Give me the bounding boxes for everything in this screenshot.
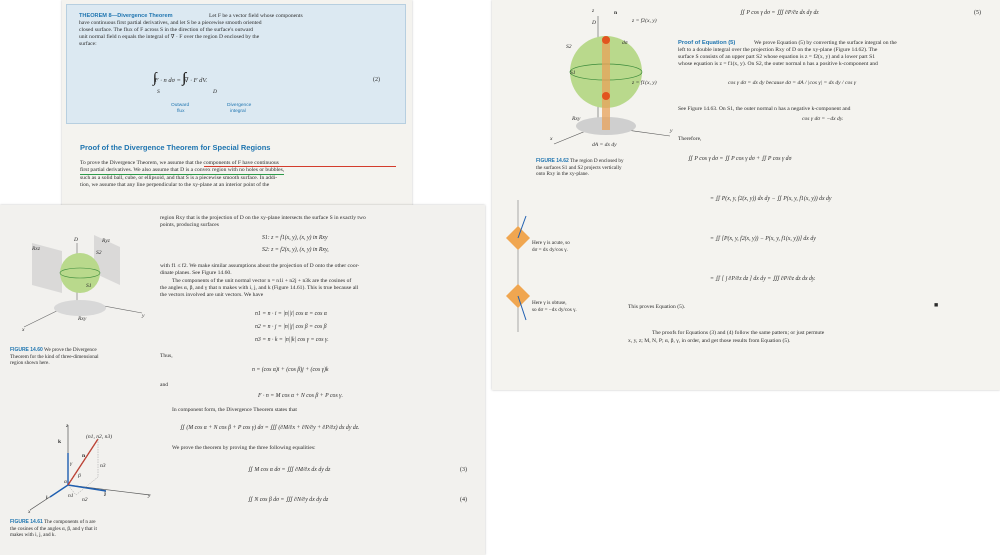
fig62-label: n	[614, 10, 618, 16]
note-line: so dσ = −dx dy/cos γ.	[532, 306, 577, 313]
therefore: Therefore,	[678, 136, 702, 142]
theorem-line: Let F be a vector field whose components	[209, 13, 303, 19]
fig62-caption-line: the surfaces S1 and S2 projects vertically	[536, 164, 622, 171]
fig60-label: Ryz	[102, 238, 110, 244]
body-line: tion, we assume that any line perpendicular to the xy-plane at an interior point of the	[80, 182, 270, 188]
proof-line: left to a double integral over the projection Rxy of D on the xy-plane (Figure 14.62). The	[678, 47, 878, 53]
fig61-label: γ	[70, 461, 73, 467]
fig60-label: x	[22, 327, 25, 333]
prove-line: We prove the theorem by proving the three following equalities:	[172, 445, 316, 451]
equation-3-number: (3)	[460, 467, 467, 473]
see-line-eq: cos γ dσ = −dx dy.	[802, 116, 844, 122]
fig60-label: S2	[96, 250, 102, 256]
fig62-label: z = f1(x, y)	[632, 80, 657, 86]
j-vector	[68, 485, 106, 491]
divergence-component-form: ∬ (M cos α + N cos β + P cos γ) dσ = ∭ (∂M/∂x + ∂N/∂y + ∂P/∂z) dx dy dz.	[180, 425, 360, 431]
equation-4: ∬ N cos β dσ = ∭ ∂N/∂y dx dy dz	[248, 497, 329, 503]
red-underline	[204, 166, 396, 167]
fig62-caption-line: onto Rxy in the xy-plane.	[536, 171, 589, 177]
fig60-label: y	[142, 313, 145, 319]
formula-left: F · n dσ	[154, 77, 175, 84]
formula-right: ∇ · F dV.	[184, 77, 208, 84]
equation-3: ∬ M cos α dσ = ∭ ∂M/∂x dx dy dz	[248, 467, 331, 473]
formula-sub-d: D	[213, 89, 218, 95]
fig62-label: Rxy	[572, 116, 581, 122]
fig60-label: Rxy	[78, 316, 87, 322]
proof-head: Proof of Equation (5)	[678, 40, 736, 46]
fig62-label: x	[550, 136, 553, 142]
fig62-label: dA = dx dy	[592, 142, 617, 148]
fig61-label: y	[148, 493, 151, 499]
body-line: with f1 ≤ f2. We make similar assumptions about the projection of D onto the other coor-	[160, 263, 360, 269]
proves-line: This proves Equation (5).	[628, 304, 686, 310]
fig61-label: n	[82, 453, 86, 459]
n1-eq: n1 = n · i = |n||i| cos α = cos α	[255, 311, 327, 317]
derivation-step-3: = ∬ [P(x, y, f2(x, y)) − P(x, y, f1(x, y))] dx dy	[710, 236, 816, 242]
derivation-step-4: = ∬ [ ∫ ∂P/∂z dz ] dx dy = ∭ ∂P/∂z dz dx dy.	[710, 276, 816, 282]
fig62-label: S2	[566, 44, 572, 50]
lower-patch	[602, 92, 610, 100]
theorem-box	[66, 4, 406, 124]
n3-eq: n3 = n · k = |n||k| cos γ = cos γ.	[255, 337, 329, 343]
fig60-caption-line: We prove the Divergence	[44, 347, 97, 353]
fig61-label: n3	[100, 463, 106, 469]
note-line: dσ = dx dy/cos γ.	[532, 246, 568, 253]
column-da	[602, 38, 610, 130]
derivation-step-1: ∬ P cos γ dσ = ∬ P cos γ dσ + ∬ P cos γ dσ	[688, 156, 792, 162]
fig61-label: z	[66, 423, 69, 429]
page-proof-eq5	[492, 0, 1000, 390]
figure-14-62	[532, 8, 672, 148]
body-line: The components of the unit normal vector n = n1i + n2j + n3k are the cosines of	[172, 278, 352, 284]
body-line: To prove the Divergence Theorem, we assume that the components of F have continuous	[80, 160, 279, 166]
fig60-label: S1	[86, 283, 92, 289]
body-line-highlighted: first partial derivatives. We also assume that D is a convex region with no holes or bubbles,	[80, 167, 285, 173]
fig60-caption-label: FIGURE 14.60	[10, 347, 43, 353]
body-line: dinate planes. See Figure 14.60.	[160, 270, 232, 276]
figure-14-61	[10, 415, 160, 525]
label-flux: flux	[177, 109, 185, 114]
theorem-line: unit normal field n equals the integral of ∇ · F over the region D enclosed by the	[79, 34, 260, 40]
note-line: Here γ is obtuse,	[532, 300, 567, 306]
closing-line: x, y, z; M, N, P; α, β, γ, in order, and get those results from Equation (5).	[628, 338, 791, 344]
fig60-caption-line: Theorem for the kind of three-dimensional	[10, 353, 99, 360]
region-d-sphere	[60, 253, 100, 293]
theorem-formula: F · n dσ = ∇ · F dV.	[154, 77, 208, 84]
section-title: Proof of the Divergence Theorem for Special Regions	[80, 143, 271, 152]
fig62-label: y	[670, 128, 673, 134]
derivation-step-2: = ∬ P(x, y, f2(x, y)) dx dy − ∬ P(x, y, f1(x, y)) dx dy	[710, 196, 832, 202]
fig61-caption-label: FIGURE 14.61	[10, 519, 43, 525]
proof-line: We prove Equation (5) by converting the surface integral on the	[754, 40, 897, 46]
page-theorem	[62, 0, 412, 210]
figure-14-63	[496, 196, 556, 336]
body-line: the angles α, β, and γ that n makes with i, j, and k (Figure 14.61). This is true because all	[160, 285, 359, 291]
theorem-line: closed surface. The flux of F across S in the direction of the surface's outward	[79, 27, 254, 33]
page-proof-setup	[0, 205, 485, 555]
fig63-note-acute	[532, 240, 570, 253]
cos-gamma-eq: cos γ dσ = dx dy because dσ = dA / |cos γ| = dx dy / cos γ	[728, 80, 857, 86]
formula-number: (2)	[373, 77, 380, 83]
equation-4-number: (4)	[460, 497, 467, 503]
label-divergence: Divergence	[227, 103, 252, 108]
fig62-caption-line: The region D enclosed by	[570, 158, 624, 164]
surface-s1: S1: z = f1(x, y), (x, y) in Rxy	[262, 235, 328, 241]
fig62-label: z	[592, 8, 595, 14]
n-eq: n = (cos α)i + (cos β)j + (cos γ)k	[252, 367, 329, 373]
equation-5: ∬ P cos γ dσ = ∭ ∂P/∂z dx dy dz	[740, 10, 819, 16]
proof-line: whose equation is z = f1(x, y). On S2, the outer normal n has a positive k-component and	[678, 61, 878, 67]
fig61-label: i	[46, 495, 48, 501]
closing-line: The proofs for Equations (3) and (4) follow the same pattern; or just permute	[652, 330, 825, 336]
fig62-label: dσ	[622, 40, 628, 46]
theorem-line: surface:	[79, 41, 97, 47]
fig61-label: x	[28, 509, 31, 515]
fig62-label: S1	[570, 70, 576, 76]
fig61-label: α	[64, 479, 67, 485]
fig62-label: z = f2(x, y)	[632, 18, 657, 24]
fig61-label: n2	[82, 497, 88, 503]
fig62-caption	[536, 158, 624, 178]
body-line: such as a solid ball, cube, or ellipsoid, and that S is a piecewise smooth surface. In addi-	[80, 175, 278, 181]
fig61-label: n1	[68, 493, 74, 499]
formula-sub-s: S	[157, 89, 160, 95]
component-line: In component form, the Divergence Theorem states that	[172, 407, 297, 413]
and: and	[160, 382, 169, 388]
proof-line: surface S consists of an upper part S2 whose equation is z = f2(x, y) and a lower part S1	[678, 54, 876, 60]
body-line: points, producing surfaces	[160, 222, 219, 228]
fig62-label: D	[592, 20, 597, 26]
qed-mark: ■	[934, 301, 939, 309]
see-line: See Figure 14.63. On S1, the outer normal n has a negative k-component and	[678, 106, 851, 112]
theorem-head: THEOREM 8—Divergence Theorem	[79, 13, 173, 19]
n2-eq: n2 = n · j = |n||j| cos β = cos β	[255, 324, 327, 330]
fig63-note-obtuse	[532, 300, 577, 313]
fig61-caption-line: makes with i, j, and k.	[10, 532, 56, 538]
fig61-label: k	[58, 439, 62, 445]
body-line: the vectors involved are unit vectors. We have	[160, 292, 264, 298]
fig61-label: (n1, n2, n3)	[86, 434, 113, 440]
fig61-caption-line: The components of n are	[44, 519, 96, 525]
label-integral: integral	[230, 109, 246, 114]
body-line: region Rxy that is the projection of D on the xy-plane intersects the surface S in exactly two	[160, 215, 366, 221]
fig61-caption	[10, 519, 97, 539]
projection-rxy	[54, 300, 106, 316]
fig62-caption-label: FIGURE 14.62	[536, 158, 569, 164]
i-vector	[50, 485, 68, 497]
equation-5-number: (5)	[974, 10, 981, 16]
fig60-caption	[10, 347, 99, 367]
fig60-caption-line: region shown here.	[10, 360, 50, 366]
surface-s2: S2: z = f2(x, y), (x, y) in Rxy,	[262, 247, 329, 253]
fn-eq: F · n = M cos α + N cos β + P cos γ.	[258, 393, 343, 399]
label-outward: Outward	[171, 103, 190, 108]
fig60-label: D	[74, 237, 79, 243]
fig60-label: Rxz	[32, 246, 41, 252]
theorem-line: have continuous first partial derivatives, and let S be a piecewise smooth oriented	[79, 20, 262, 26]
fig61-label: β	[78, 473, 81, 479]
fig61-caption-line: the cosines of the angles α, β, and γ that it	[10, 525, 97, 532]
note-line: Here γ is acute, so	[532, 240, 570, 246]
fig61-label: j	[104, 491, 106, 497]
upper-patch	[602, 36, 610, 44]
thus: Thus,	[160, 353, 173, 359]
